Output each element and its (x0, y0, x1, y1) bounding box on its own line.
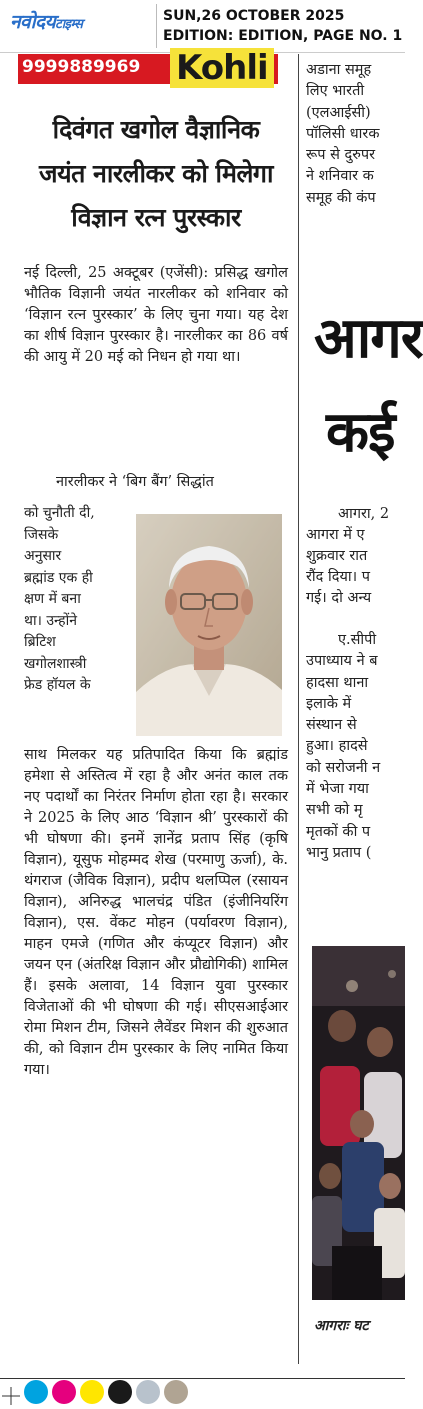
side-line: पॉलिसी धारक (306, 125, 380, 142)
side-line: शुक्रवार रात (306, 548, 368, 564)
article-paragraph-2-rest: साथ मिलकर यह प्रतिपादित किया कि ब्रह्मांड हमेशा से अस्तित्व में रहा है और अनंत काल तक नए पदार्थों का निरंतर निर्माण होता रहा है। सरकार ने 2025 के लिए आठ ‘विज्ञान श्री’ पुरस्कारों की भी घोषणा की। इनमें ज्ञानेंद्र प्रताप सिंह (कृषि विज्ञान), यूसुफ मोहम्मद शेख (परमाणु ऊर्जा), के. थंगराज (जैविक विज्ञान), प्रदीप थलप्पिल (रसायन विज्ञान), अनिरुद्ध भालचंद्र पंडित (इंजीनियरिंग विज्ञान), एस. वेंकट मोहन (पर्यावरण विज्ञान), माहन एमजे (गणित और कंप्यूटर विज्ञान) और जयन एन (अंतरिक्ष विज्ञान और प्रौद्योगिकी) शामिल हैं। इसके अलावा, 14 विज्ञान युवा पुरस्कार विजेताओं की भी घोषणा की गई। सीएसआईआर रोमा मिशन टीम, जिसने लैवेंडर मिशन की शुरुआत की, को विज्ञान टीम पुरस्कार के लिए नामित किया गया। (24, 747, 288, 1078)
side-line: में भेजा गया (306, 781, 369, 798)
headline-line-1: दिवंगत खगोल वैज्ञानिक (52, 115, 260, 144)
registration-dot-tan (164, 1380, 188, 1404)
side-line: आगरा, 2 (338, 506, 390, 522)
side-line: (एलआईसी) (306, 104, 371, 121)
header-divider (156, 4, 157, 48)
wrap-line: ब्रह्मांड एक ही (24, 569, 93, 586)
side-line: को सरोजनी न (306, 759, 381, 776)
wrap-line: था। उन्होंने (24, 612, 78, 629)
wrap-line: फ्रेड हॉयल के (24, 677, 91, 693)
wrap-line: ब्रिटिश (24, 634, 56, 650)
side-line: समूह की कंप (306, 189, 376, 206)
wrap-line: जिसके (24, 526, 59, 543)
portrait-photo (136, 514, 282, 736)
side-line: मृतकों की प (306, 823, 371, 840)
crowd-illustration (312, 946, 405, 1300)
side-line: इलाके में (306, 695, 352, 712)
edition-date: SUN,26 OCTOBER 2025 (163, 8, 345, 24)
headline-line-3: विज्ञान रत्न पुरस्कार (71, 203, 241, 232)
article-paragraph-1: नई दिल्ली, 25 अक्टूबर (एजेंसी): प्रसिद्ध खगोल भौतिक विज्ञानी जयंत नारलीकर को शनिवार को ‘विज्ञान रत्न पुरस्कार’ के लिए चुना गया। यह देश का शीर्ष विज्ञान पुरस्कार है। नारलीकर का 86 वर्ष की आयु में 20 मई को निधन हो गया था। (24, 265, 288, 365)
logo-main: नवोदय (10, 11, 56, 33)
side-line: आगरा में ए (306, 527, 365, 543)
ad-brand-name: Kohli (170, 48, 274, 88)
registration-dot-magenta (52, 1380, 76, 1404)
side-line: ए.सीपी (338, 632, 377, 648)
side-line: ने शनिवार क (306, 168, 374, 185)
side-line: हुआ। हादसे (306, 738, 368, 755)
side-line: उपाध्याय ने ब (306, 653, 378, 670)
wrap-line: खगोलशास्त्री (24, 655, 87, 672)
article-wrap-text (24, 503, 136, 697)
side-line: भानु प्रताप ( (306, 844, 372, 861)
column-divider (298, 54, 299, 1364)
side-headline-line-2: कई (326, 400, 395, 465)
photo-caption: आगराः घट (314, 1318, 369, 1334)
side-line: लिए भारती (306, 83, 365, 100)
masthead-bar (0, 0, 405, 53)
registration-dot-black (108, 1380, 132, 1404)
newspaper-logo[interactable] (10, 8, 82, 34)
side-article-top-text (306, 60, 405, 209)
wrap-line: अनुसार (24, 548, 62, 564)
registration-dot-cyan (24, 1380, 48, 1404)
wrap-line: को चुनौती दी, (24, 505, 95, 521)
side-line: रौंद दिया। प (306, 569, 370, 585)
side-headline-line-1: आगर (314, 306, 423, 371)
side-line: हादसा थाना (306, 674, 369, 691)
side-line: रूप से दुरुपर (306, 147, 376, 164)
crosshair-icon (0, 1385, 22, 1407)
registration-dot-yellow (80, 1380, 104, 1404)
side-line: सभी को मृ (306, 802, 363, 819)
page-bottom-rule (0, 1378, 405, 1379)
side-line: संस्थान से (306, 717, 357, 734)
ad-phone-number: 9999889969 (22, 57, 141, 77)
accident-scene-photo (312, 946, 405, 1300)
headline-line-2: जयंत नारलीकर को मिलेगा (39, 159, 273, 188)
side-line: अडाना समूह (306, 62, 372, 78)
edition-info: EDITION: EDITION, PAGE NO. 1 (163, 28, 403, 44)
article-paragraph-2-start: नारलीकर ने ‘बिग बैंग’ सिद्धांत (56, 474, 214, 490)
portrait-illustration (136, 514, 282, 736)
logo-sub: टाइम्स (55, 17, 83, 32)
side-line: गई। दो अन्य (306, 590, 372, 606)
registration-dot-grey (136, 1380, 160, 1404)
advertisement-strip (18, 48, 278, 88)
side-article-paragraph-1 (306, 504, 405, 609)
side-article-paragraph-2 (306, 630, 405, 864)
wrap-line: क्षण में बना (24, 591, 81, 607)
